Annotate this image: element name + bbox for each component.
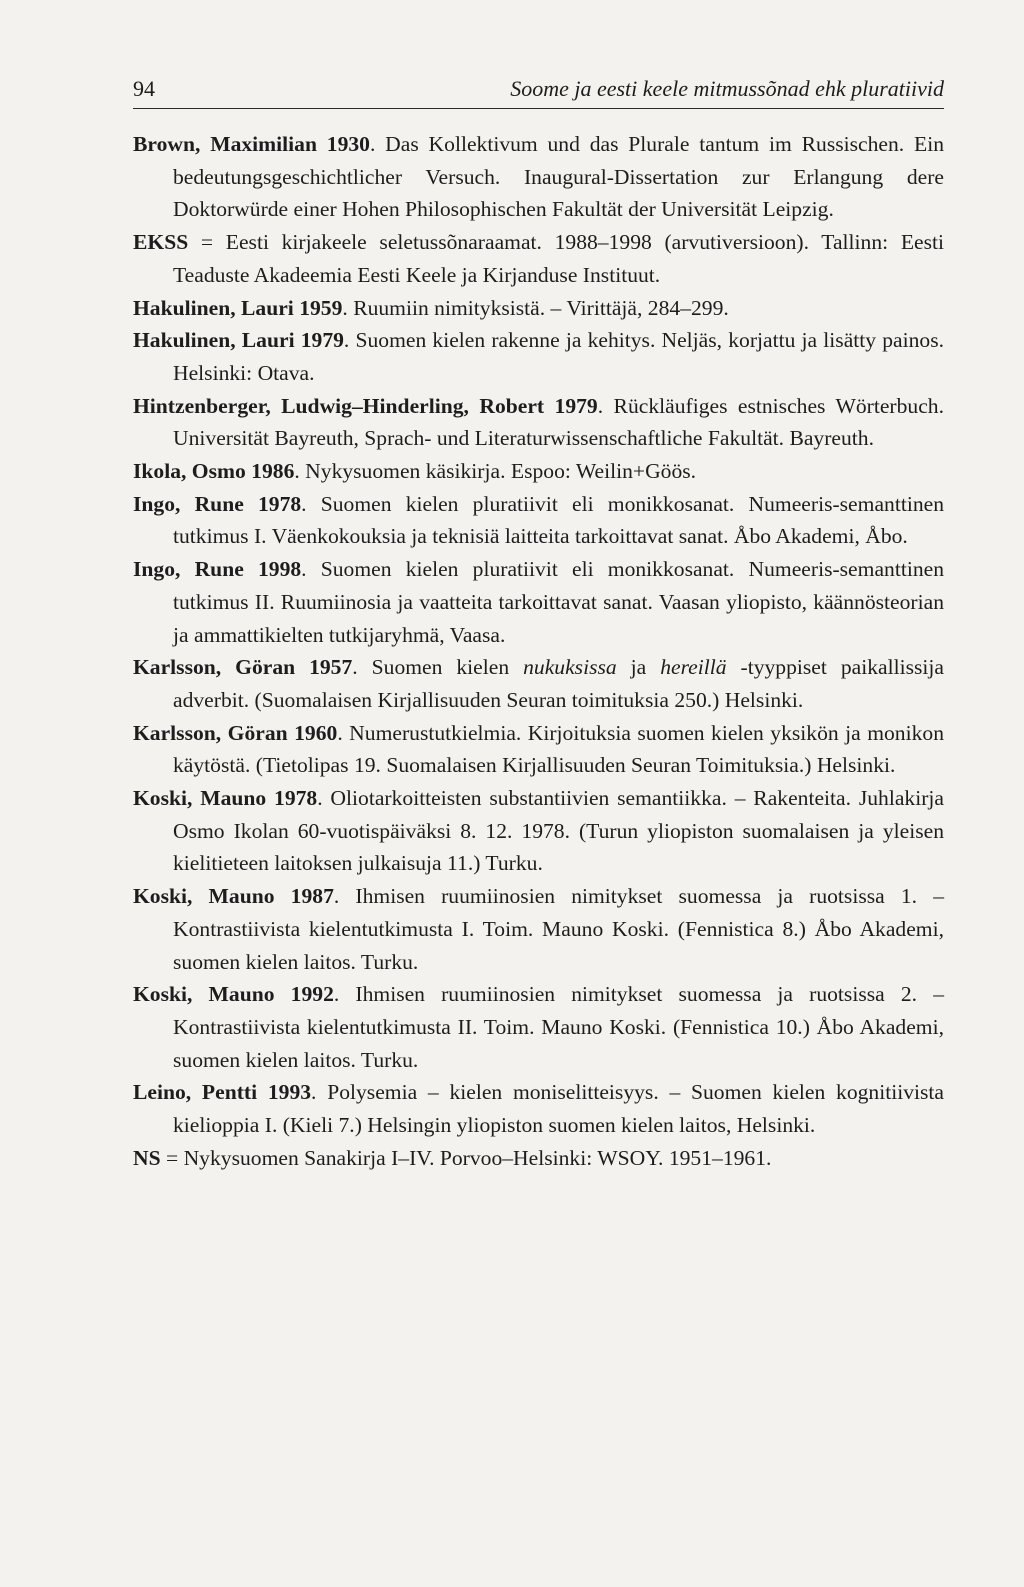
- reference-entry: [133, 324, 944, 389]
- reference-text: . Rückläufiges estnisches Wörterbuch. Universität Bayreuth, Sprach- und Literaturwissenschaftliche Fakultät. Bayreuth.: [173, 393, 944, 451]
- reference-italic-term: nukuksissa: [523, 655, 617, 680]
- reference-entry: [133, 390, 944, 455]
- reference-entry: [133, 880, 944, 978]
- reference-text: ja: [616, 655, 661, 680]
- reference-author: Koski, Mauno 1992: [133, 982, 334, 1007]
- page-header: [133, 72, 944, 109]
- reference-entry: [133, 292, 944, 325]
- reference-author: Koski, Mauno 1978: [133, 786, 318, 811]
- reference-text: . Numerustutkielmia. Kirjoituksia suomen kielen yksikön ja monikon käytöstä. (Tietolipas 19. Suomalaisen Kirjallisuuden Seuran Toimituksia.) Helsinki.: [173, 720, 944, 778]
- reference-entry: [133, 651, 944, 716]
- reference-entry: [133, 978, 944, 1076]
- reference-author: Hintzenberger, Ludwig–Hinderling, Robert 1979: [133, 393, 598, 418]
- reference-text: . Nykysuomen käsikirja. Espoo: Weilin+Göös.: [294, 459, 697, 484]
- reference-text: . Ihmisen ruumiinosien nimitykset suomessa ja ruotsissa 2. – Kontrastiivista kielentutkimusta II. Toim. Mauno Koski. (Fennistica 10.) Åbo Akademi, suomen kielen laitos. Turku.: [173, 982, 944, 1072]
- reference-author: Ikola, Osmo 1986: [133, 459, 295, 484]
- reference-author: Koski, Mauno 1987: [133, 884, 334, 909]
- reference-entry: [133, 782, 944, 880]
- page-number: 94: [133, 76, 155, 101]
- reference-entry: [133, 488, 944, 553]
- running-title: Soome ja eesti keele mitmussõnad ehk pluratiivid: [510, 76, 944, 101]
- reference-entry: [133, 455, 944, 488]
- reference-entry: [133, 1076, 944, 1141]
- reference-text: = Nykysuomen Sanakirja I–IV. Porvoo–Helsinki: WSOY. 1951–1961.: [160, 1145, 772, 1170]
- reference-author: Ingo, Rune 1998: [133, 557, 302, 582]
- reference-author: Hakulinen, Lauri 1979: [133, 328, 344, 353]
- reference-text: = Eesti kirjakeele seletussõnaraamat. 1988–1998 (arvutiversioon). Tallinn: Eesti Teaduste Akadeemia Eesti Keele ja Kirjanduse Instituut.: [173, 230, 944, 287]
- reference-text: . Ruumiin nimityksistä. – Virittäjä, 284–299.: [342, 295, 729, 320]
- reference-text: . Ihmisen ruumiinosien nimitykset suomessa ja ruotsissa 1. – Kontrastiivista kielentutkimusta I. Toim. Mauno Koski. (Fennistica 8.) Åbo Akademi, suomen kielen laitos. Turku.: [173, 884, 944, 974]
- reference-text: . Das Kollektivum und das Plurale tantum im Russischen. Ein bedeutungsgeschichtlicher Versuch. Inaugural-Dissertation zur Erlangung dere Doktorwürde einer Hohen Philosophischen Fakultät der Universität Leipzig.: [173, 132, 944, 222]
- reference-list: [133, 128, 944, 1175]
- reference-entry: [133, 128, 944, 226]
- reference-author: Ingo, Rune 1978: [133, 491, 302, 516]
- reference-text: . Suomen kielen pluratiivit eli monikkosanat. Numeeris-semanttinen tutkimus I. Väenkokouksia ja teknisiä laitteita tarkoittavat sanat. Åbo Akademi, Åbo.: [173, 491, 945, 549]
- reference-author: EKSS: [133, 230, 189, 255]
- reference-author: Leino, Pentti 1993: [133, 1080, 312, 1105]
- reference-text: . Suomen kielen pluratiivit eli monikkosanat. Numeeris-semanttinen tutkimus II. Ruumiinosia ja vaatteita tarkoittavat sanat. Vaasan yliopisto, käännösteorian ja ammattikielten tutkijaryhmä, Vaasa.: [173, 557, 945, 647]
- reference-entry: [133, 1142, 944, 1175]
- reference-text: -tyyppiset paikallissija adverbit. (Suomalaisen Kirjallisuuden Seuran toimituksia 250.) Helsinki.: [173, 655, 944, 712]
- reference-text: . Suomen kielen rakenne ja kehitys. Neljäs, korjattu ja lisätty painos. Helsinki: Otava.: [173, 328, 945, 385]
- reference-author: Karlsson, Göran 1960: [133, 720, 338, 745]
- reference-entry: [133, 226, 944, 291]
- reference-author: Karlsson, Göran 1957: [133, 655, 353, 680]
- reference-text: . Polysemia – kielen moniselitteisyys. – Suomen kielen kognitiivista kielioppia I. (Kieli 7.) Helsingin yliopiston suomen kielen laitos, Helsinki.: [173, 1080, 945, 1138]
- reference-text: . Oliotarkoitteisten substantiivien semantiikka. – Rakenteita. Juhlakirja Osmo Ikolan 60-vuotispäiväksi 8. 12. 1978. (Turun yliopiston suomalaisen ja yleisen kielitieteen laitoksen julkaisuja 11.) Turku.: [173, 786, 944, 876]
- reference-author: Brown, Maximilian 1930: [133, 132, 370, 156]
- reference-author: Hakulinen, Lauri 1959: [133, 295, 343, 320]
- reference-entry: [133, 717, 944, 782]
- reference-text: . Suomen kielen: [352, 655, 524, 680]
- reference-author: NS: [133, 1145, 161, 1170]
- reference-entry: [133, 553, 944, 651]
- reference-italic-term: hereillä: [660, 655, 727, 680]
